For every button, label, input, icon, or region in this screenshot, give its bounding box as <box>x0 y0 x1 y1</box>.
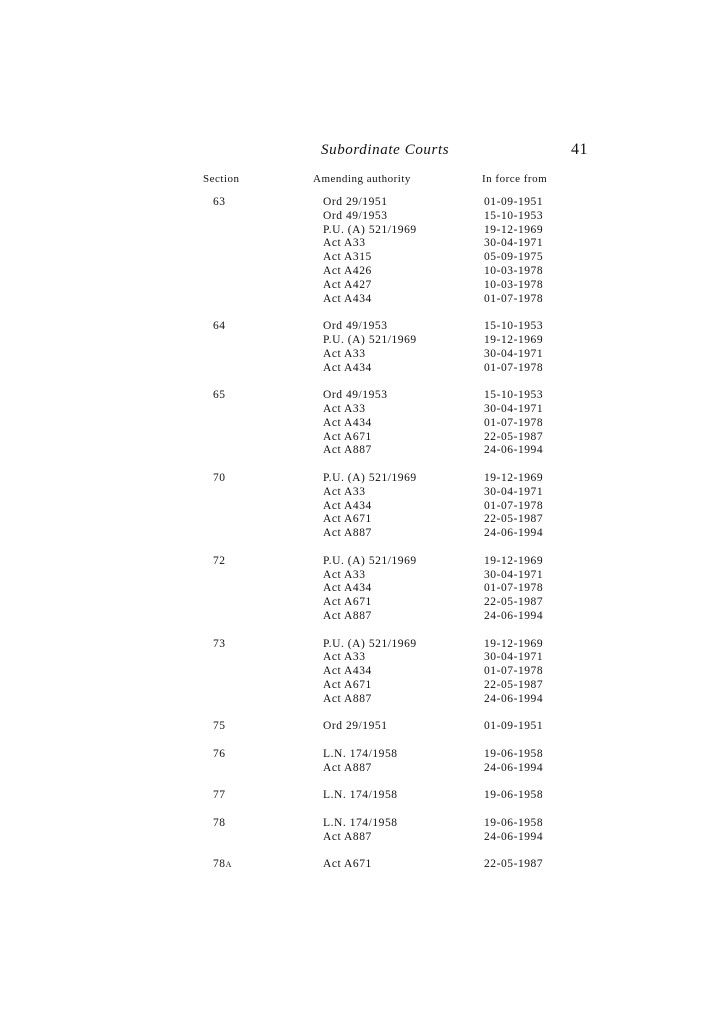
section-number <box>213 638 226 652</box>
in-force-date-cell: 30-04-1971 <box>484 651 544 664</box>
amending-authority-cell: Ord 29/1951 <box>323 196 388 208</box>
amending-authority-cell: P.U. (A) 521/1969 <box>323 554 417 567</box>
in-force-date-cell: 24-06-1994 <box>484 609 544 622</box>
table-row <box>0 472 728 486</box>
section-suffix: A <box>225 860 232 870</box>
amending-authority-cell: Act A426 <box>323 264 372 277</box>
section-number <box>213 720 226 734</box>
in-force-date-cell: 19-12-1969 <box>484 223 544 236</box>
amending-authority-cell: Act A427 <box>323 278 372 291</box>
in-force-date-cell: 01-07-1978 <box>484 292 544 305</box>
in-force-date-cell: 19-06-1958 <box>484 747 544 760</box>
in-force-date-cell: 24-06-1994 <box>484 761 544 774</box>
in-force-date-cell: 22-05-1987 <box>484 430 544 443</box>
section-number-value: 70 <box>213 471 226 484</box>
table-row <box>0 638 728 652</box>
column-header-in-force-from: In force from <box>482 173 548 185</box>
table-row <box>0 610 728 624</box>
table-row <box>0 500 728 514</box>
section-number <box>213 817 226 831</box>
amending-authority-cell: Act A434 <box>323 582 372 595</box>
amending-authority-cell: Act A434 <box>323 499 372 512</box>
in-force-date-cell: 22-05-1987 <box>484 596 544 609</box>
table-row <box>0 334 728 348</box>
in-force-date-cell: 24-06-1994 <box>484 527 544 540</box>
section-number-value: 63 <box>213 196 226 208</box>
amending-authority-cell: L.N. 174/1958 <box>323 816 398 829</box>
table-row <box>0 265 728 279</box>
amending-authority-cell: Act A887 <box>323 444 372 457</box>
section-number-value: 77 <box>213 789 226 802</box>
table-row <box>0 693 728 707</box>
section-group <box>0 748 728 776</box>
section-number-value: 64 <box>213 320 226 333</box>
table-row <box>0 569 728 583</box>
in-force-date-cell: 19-12-1969 <box>484 333 544 346</box>
amending-authority-cell: Act A315 <box>323 251 372 264</box>
table-row <box>0 748 728 762</box>
in-force-date-cell: 01-07-1978 <box>484 416 544 429</box>
in-force-date-cell: 01-07-1978 <box>484 582 544 595</box>
amending-authority-cell: Act A33 <box>323 568 366 581</box>
section-number <box>213 748 226 762</box>
in-force-date-cell: 05-09-1975 <box>484 251 544 264</box>
table-row <box>0 403 728 417</box>
section-number-value: 65 <box>213 389 226 402</box>
amending-authority-cell: P.U. (A) 521/1969 <box>323 223 417 236</box>
table-row <box>0 224 728 238</box>
table-row <box>0 527 728 541</box>
table-row <box>0 679 728 693</box>
table-row <box>0 279 728 293</box>
in-force-date-cell: 15-10-1953 <box>484 389 544 402</box>
section-group <box>0 320 728 375</box>
amending-authority-cell: Act A671 <box>323 430 372 443</box>
in-force-date-cell: 01-09-1951 <box>484 196 544 208</box>
amending-authority-cell: L.N. 174/1958 <box>323 747 398 760</box>
in-force-date-cell: 19-06-1958 <box>484 789 544 802</box>
section-group <box>0 389 728 458</box>
section-number-value: 76 <box>213 747 226 760</box>
section-number-value: 72 <box>213 554 226 567</box>
table-row <box>0 720 728 734</box>
section-number-value: 75 <box>213 720 226 733</box>
table-row <box>0 596 728 610</box>
amending-authority-cell: P.U. (A) 521/1969 <box>323 637 417 650</box>
in-force-date-cell: 30-04-1971 <box>484 347 544 360</box>
amending-authority-cell: Act A671 <box>323 858 372 871</box>
amending-authority-cell: Act A887 <box>323 527 372 540</box>
in-force-date-cell: 19-12-1969 <box>484 471 544 484</box>
table-row <box>0 389 728 403</box>
in-force-date-cell: 24-06-1994 <box>484 692 544 705</box>
amending-authority-cell: P.U. (A) 521/1969 <box>323 471 417 484</box>
amending-authority-cell: Ord 49/1953 <box>323 320 388 333</box>
in-force-date-cell: 30-04-1971 <box>484 568 544 581</box>
in-force-date-cell: 24-06-1994 <box>484 444 544 457</box>
table-row <box>0 555 728 569</box>
in-force-date-cell: 01-07-1978 <box>484 361 544 374</box>
amending-authority-cell: Act A33 <box>323 347 366 360</box>
page-number: 41 <box>571 141 588 158</box>
table-row <box>0 762 728 776</box>
amending-authority-cell: Ord 49/1953 <box>323 209 388 222</box>
table-row <box>0 431 728 445</box>
amending-authority-cell: Act A33 <box>323 402 366 415</box>
amending-authority-cell: Ord 29/1951 <box>323 720 388 733</box>
in-force-date-cell: 01-07-1978 <box>484 665 544 678</box>
table-row <box>0 831 728 845</box>
section-group <box>0 858 728 872</box>
in-force-date-cell: 22-05-1987 <box>484 858 544 871</box>
table-row <box>0 789 728 803</box>
table-row <box>0 817 728 831</box>
amending-authority-cell: Act A671 <box>323 513 372 526</box>
amending-authority-cell: Act A887 <box>323 761 372 774</box>
table-row <box>0 651 728 665</box>
table-row <box>0 237 728 251</box>
section-group <box>0 817 728 845</box>
section-number-value: 78 <box>213 816 226 829</box>
in-force-date-cell: 15-10-1953 <box>484 209 544 222</box>
table-row <box>0 293 728 307</box>
in-force-date-cell: 24-06-1994 <box>484 830 544 843</box>
column-header-section: Section <box>203 173 240 185</box>
section-group <box>0 720 728 734</box>
section-number <box>213 555 226 569</box>
section-number <box>213 472 226 486</box>
amending-authority-cell: Act A33 <box>323 237 366 250</box>
amending-authority-cell: Act A33 <box>323 651 366 664</box>
in-force-date-cell: 15-10-1953 <box>484 320 544 333</box>
amendment-table <box>0 196 728 886</box>
in-force-date-cell: 10-03-1978 <box>484 264 544 277</box>
table-row <box>0 210 728 224</box>
amending-authority-cell: Act A887 <box>323 609 372 622</box>
section-number <box>213 320 226 334</box>
table-row <box>0 320 728 334</box>
table-row <box>0 251 728 265</box>
column-header-amending-authority: Amending authority <box>313 173 411 185</box>
in-force-date-cell: 19-12-1969 <box>484 637 544 650</box>
section-group <box>0 196 728 306</box>
section-number <box>213 389 226 403</box>
amending-authority-cell: Act A434 <box>323 361 372 374</box>
amending-authority-cell: P.U. (A) 521/1969 <box>323 333 417 346</box>
amending-authority-cell: Act A434 <box>323 665 372 678</box>
in-force-date-cell: 19-12-1969 <box>484 554 544 567</box>
in-force-date-cell: 30-04-1971 <box>484 402 544 415</box>
amending-authority-cell: Act A887 <box>323 692 372 705</box>
amending-authority-cell: L.N. 174/1958 <box>323 789 398 802</box>
section-group <box>0 789 728 803</box>
section-number <box>213 196 226 210</box>
in-force-date-cell: 30-04-1971 <box>484 237 544 250</box>
section-group <box>0 555 728 624</box>
amending-authority-cell: Act A33 <box>323 485 366 498</box>
table-row <box>0 417 728 431</box>
section-number-value: 78 <box>213 858 226 871</box>
table-row <box>0 444 728 458</box>
section-group <box>0 638 728 707</box>
table-row <box>0 513 728 527</box>
in-force-date-cell: 22-05-1987 <box>484 513 544 526</box>
in-force-date-cell: 01-07-1978 <box>484 499 544 512</box>
amending-authority-cell: Act A434 <box>323 416 372 429</box>
in-force-date-cell: 19-06-1958 <box>484 816 544 829</box>
table-row <box>0 858 728 872</box>
amending-authority-cell: Ord 49/1953 <box>323 389 388 402</box>
amending-authority-cell: Act A887 <box>323 830 372 843</box>
section-number <box>213 858 231 872</box>
table-row <box>0 486 728 500</box>
table-row <box>0 348 728 362</box>
amending-authority-cell: Act A671 <box>323 678 372 691</box>
section-number-value: 73 <box>213 637 226 650</box>
in-force-date-cell: 10-03-1978 <box>484 278 544 291</box>
section-number <box>213 789 226 803</box>
in-force-date-cell: 01-09-1951 <box>484 720 544 733</box>
table-row <box>0 362 728 376</box>
in-force-date-cell: 30-04-1971 <box>484 485 544 498</box>
table-row <box>0 582 728 596</box>
section-group <box>0 472 728 541</box>
table-row <box>0 665 728 679</box>
page-title: Subordinate Courts <box>321 142 450 158</box>
amending-authority-cell: Act A434 <box>323 292 372 305</box>
amending-authority-cell: Act A671 <box>323 596 372 609</box>
table-row <box>0 196 728 210</box>
in-force-date-cell: 22-05-1987 <box>484 678 544 691</box>
